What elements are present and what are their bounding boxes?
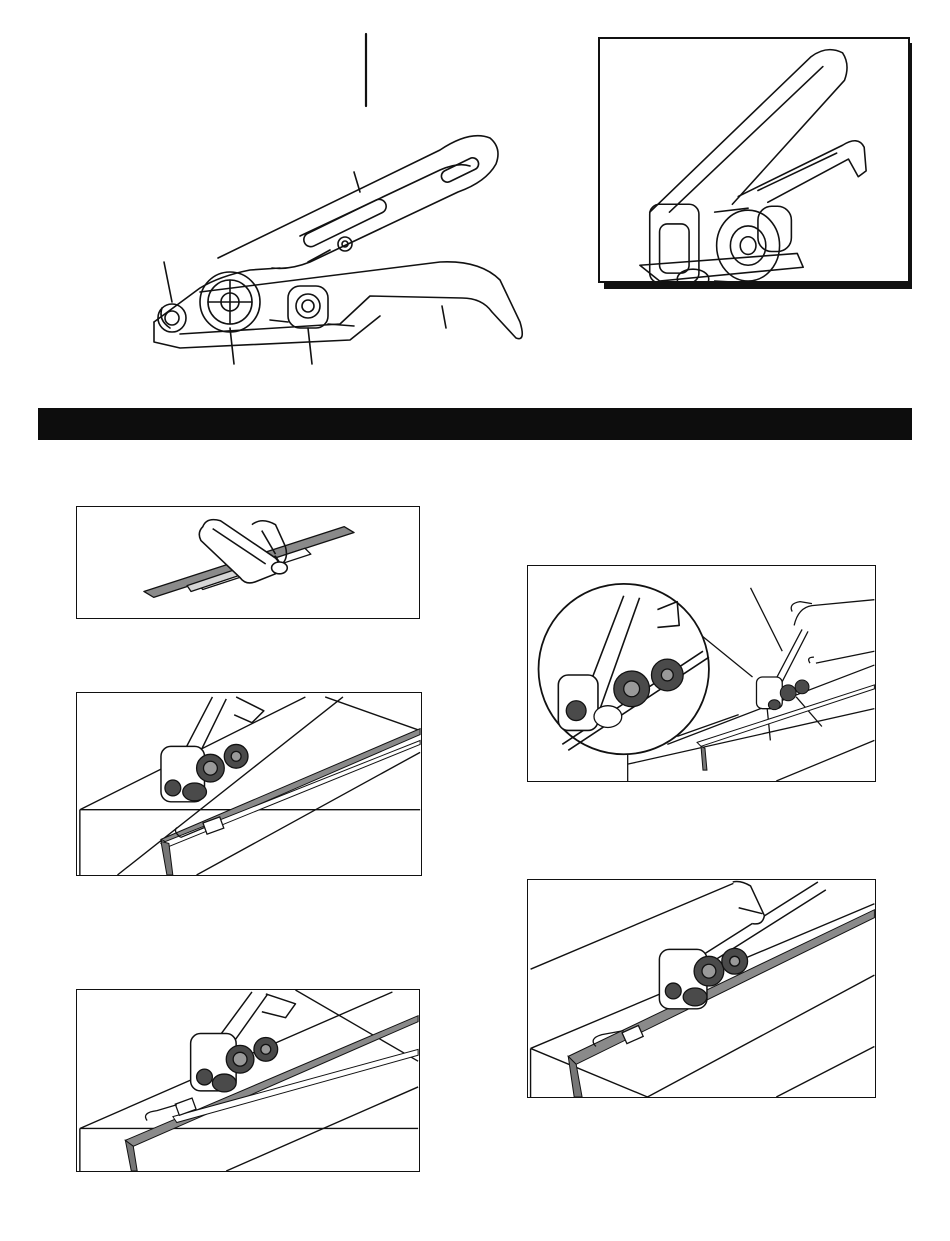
callout-line-base: [442, 306, 446, 328]
tool-diagram: [140, 30, 540, 375]
hand-operated-tensioner-icon: [528, 566, 875, 781]
strapping-tensioner-icon: [140, 30, 540, 375]
tool-inset-frame: [598, 37, 910, 283]
step-tension-frame: [527, 565, 876, 782]
callout-line-roller: [308, 328, 312, 364]
tensioner-release-icon: [528, 880, 875, 1097]
step-release-frame: [527, 879, 876, 1098]
section-header-text: [38, 415, 48, 432]
step-insert-frame: [76, 692, 422, 876]
step-buckle-frame: [76, 506, 420, 619]
tensioner-closeup-icon: [600, 39, 908, 281]
callout-line-left: [164, 262, 172, 302]
step-thread-frame: [76, 989, 420, 1172]
section-header-bar: [38, 408, 912, 440]
buckle-strap-icon: [77, 507, 419, 618]
strap-threading-icon: [77, 990, 419, 1171]
tensioner-on-box-icon: [77, 693, 421, 875]
